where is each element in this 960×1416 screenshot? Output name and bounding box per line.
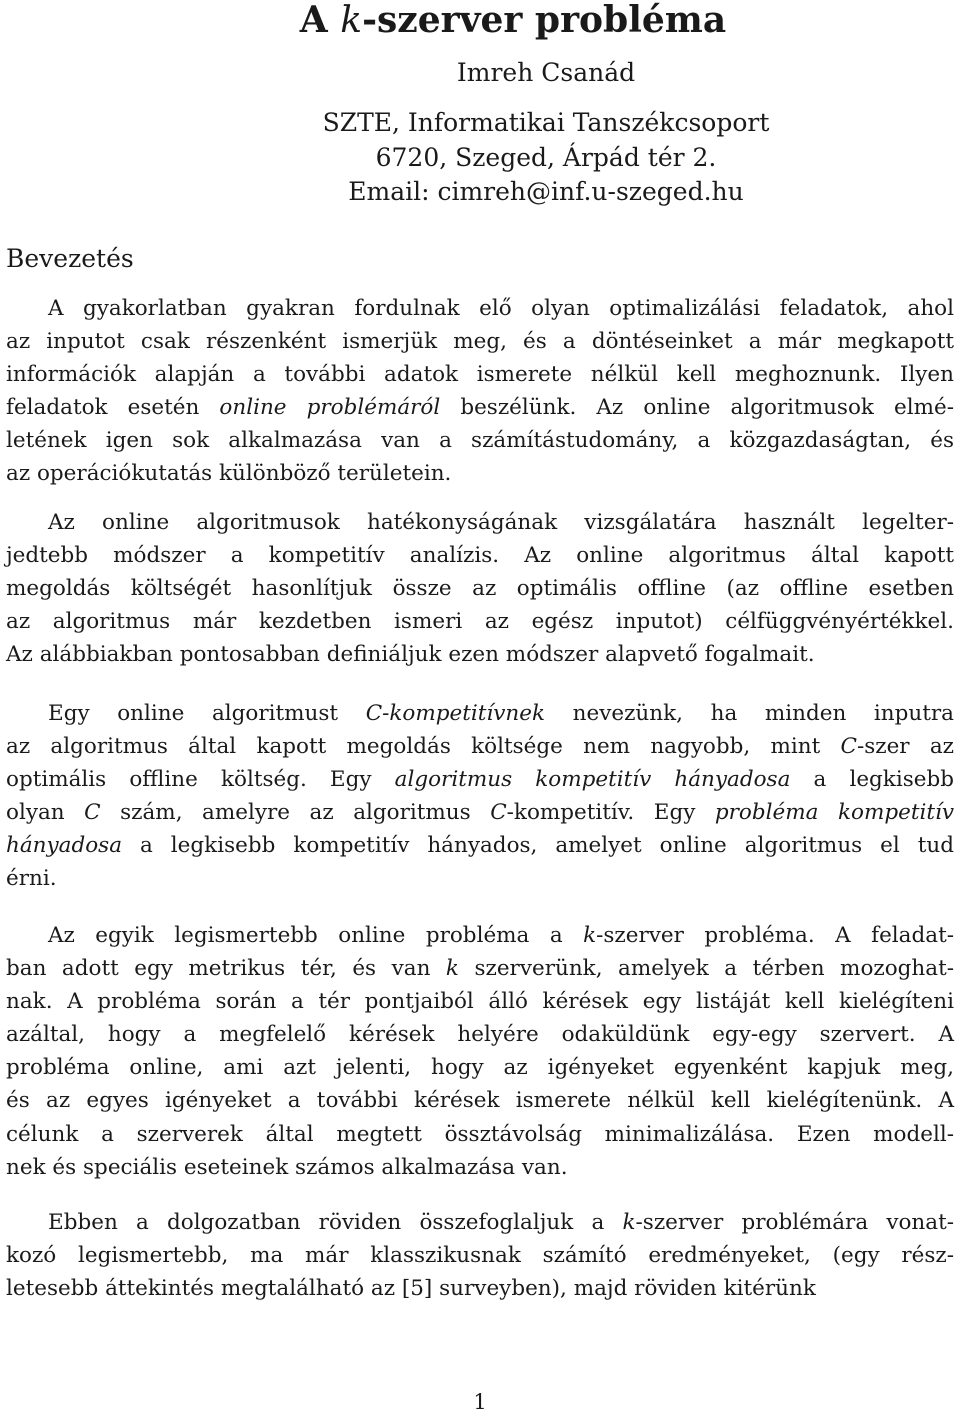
italic-run: probléma kompetitív: [714, 800, 954, 826]
text-run: Az online algoritmusok hatékonyságának vizsgálatára használt legelter-: [48, 510, 954, 535]
text-run: nevezünk, ha minden inputra: [545, 701, 955, 726]
text-run: Ebben a dolgozatban röviden összefoglaljuk a: [48, 1210, 623, 1235]
italic-run: algoritmus kompetitív hányadosa: [394, 767, 791, 793]
text-line: [6, 763, 954, 796]
text-run: A gyakorlatban gyakran fordulnak elő olyan optimalizálási feladatok, ahol: [48, 296, 954, 321]
paper-title: [0, 0, 960, 41]
text-line: [6, 919, 954, 952]
text-run: beszélünk. Az online algoritmusok elmé-: [440, 395, 954, 421]
text-run: nak. A probléma során a tér pontjaiból álló kérések egy listáját kell kielégíteni: [6, 989, 954, 1015]
text-run: és az egyes igényeket a további kérések ismerete nélkül kell kielégítenünk. A: [6, 1088, 954, 1114]
text-line: [6, 829, 954, 862]
text-line: [6, 1051, 954, 1084]
text-line: [6, 605, 954, 638]
title-k-variable: k: [340, 0, 363, 41]
text-run: -szerver probléma. A feladat-: [596, 923, 954, 948]
text-line: [6, 572, 954, 605]
title-suffix: -szerver probléma: [362, 0, 727, 41]
text-run: jedtebb módszer a kompetitív analízis. Az online algoritmus által kapott: [6, 543, 954, 569]
text-run: -szer az: [856, 734, 954, 760]
text-run: letének igen sok alkalmazása van a számítástudomány, a közgazdaságtan, és: [6, 428, 954, 454]
text-run: érni.: [6, 866, 57, 892]
text-line: [6, 325, 954, 358]
text-line: [6, 1084, 954, 1117]
paragraph: [6, 1206, 954, 1305]
italic-run: k: [445, 956, 459, 982]
text-line: [6, 985, 954, 1018]
text-run: ban adott egy metrikus tér, és van: [6, 956, 446, 982]
text-line: [6, 391, 954, 424]
text-line: [6, 1118, 954, 1151]
italic-run: C: [84, 800, 101, 826]
text-run: Az egyik legismertebb online probléma a: [48, 923, 584, 948]
text-run: az operációkutatás különböző területein.: [6, 461, 452, 487]
text-run: kozó legismertebb, ma már klasszikusnak számító eredményeket, (egy rész-: [6, 1243, 954, 1269]
text-run: célunk a szerverek által megtett össztávolság minimalizálása. Ezen modell-: [6, 1121, 954, 1147]
text-run: megoldás költségét hasonlítjuk össze az optimális offline (az offline esetben: [6, 576, 954, 602]
text-run: az algoritmus már kezdetben ismeri az egész inputot) célfüggvényértékkel.: [6, 609, 954, 635]
italic-run: hányadosa: [6, 833, 123, 859]
text-run: nek és speciális eseteinek számos alkalmazása van.: [6, 1154, 568, 1180]
paragraph: [6, 506, 954, 671]
text-run: Egy online algoritmust: [48, 701, 366, 726]
text-run: Az alábbiakban pontosabban definiáljuk ezen módszer alapvető fogalmait.: [6, 642, 815, 668]
text-line: [6, 424, 954, 457]
text-line: [6, 697, 954, 730]
text-line: [6, 292, 954, 325]
italic-run: online problémáról: [219, 395, 441, 421]
text-run: -kompetitív. Egy: [506, 800, 715, 826]
text-run: optimális offline költség. Egy: [6, 767, 395, 793]
author-affiliation: SZTE, Informatikai Tanszékcsoport: [322, 108, 770, 137]
text-line: [6, 796, 954, 829]
text-run: probléma online, ami azt jelenti, hogy az igényeket egyenként kapjuk meg,: [6, 1055, 954, 1081]
text-run: a legkisebb kompetitív hányados, amelyet online algoritmus el tud: [122, 833, 954, 859]
italic-run: k: [583, 923, 597, 948]
italic-run: C: [840, 734, 857, 760]
text-run: olyan: [6, 800, 85, 826]
author-name: Imreh Csanád: [456, 58, 636, 87]
text-line: [6, 506, 954, 539]
text-run: az algoritmus által kapott megoldás költsége nem nagyobb, mint: [6, 734, 841, 760]
text-run: a legkisebb: [790, 767, 954, 793]
text-run: -szerver problémára vonat-: [635, 1210, 954, 1235]
text-line: [6, 952, 954, 985]
italic-run: C: [490, 800, 507, 826]
text-line: [6, 539, 954, 572]
text-line: [6, 1239, 954, 1272]
author-address: 6720, Szeged, Árpád tér 2.: [375, 143, 717, 172]
text-line: [6, 1206, 954, 1239]
paragraph: [6, 292, 954, 491]
paragraph: [6, 919, 954, 1184]
section-heading: Bevezetés: [6, 244, 134, 273]
text-line: [6, 1272, 954, 1305]
paragraph: [6, 697, 954, 896]
text-run: információk alapján a további adatok ismerete nélkül kell meghoznunk. Ilyen: [6, 362, 954, 388]
text-line: [6, 730, 954, 763]
text-line: [6, 638, 954, 671]
italic-run: C-kompetitívnek: [365, 701, 546, 726]
author-email: Email: cimreh@inf.u-szeged.hu: [348, 177, 744, 206]
text-line: [6, 1151, 954, 1184]
text-line: [6, 457, 954, 490]
text-run: szerverünk, amelyek a térben mozoghat-: [458, 956, 954, 982]
text-run: szám, amelyre az algoritmus: [100, 800, 491, 826]
italic-run: k: [622, 1210, 636, 1235]
text-line: [6, 358, 954, 391]
page-number: 1: [473, 1390, 487, 1414]
text-run: az inputot csak részenként ismerjük meg, és a döntéseinket a már megkapott: [6, 329, 954, 355]
title-prefix: A: [299, 0, 341, 41]
text-run: azáltal, hogy a megfelelő kérések helyére odaküldünk egy-egy szervert. A: [6, 1022, 954, 1048]
text-line: [6, 1018, 954, 1051]
text-line: [6, 862, 954, 895]
text-run: feladatok esetén: [6, 395, 220, 421]
text-run: letesebb áttekintés megtalálható az [5] surveyben), majd röviden kitérünk: [6, 1276, 816, 1302]
